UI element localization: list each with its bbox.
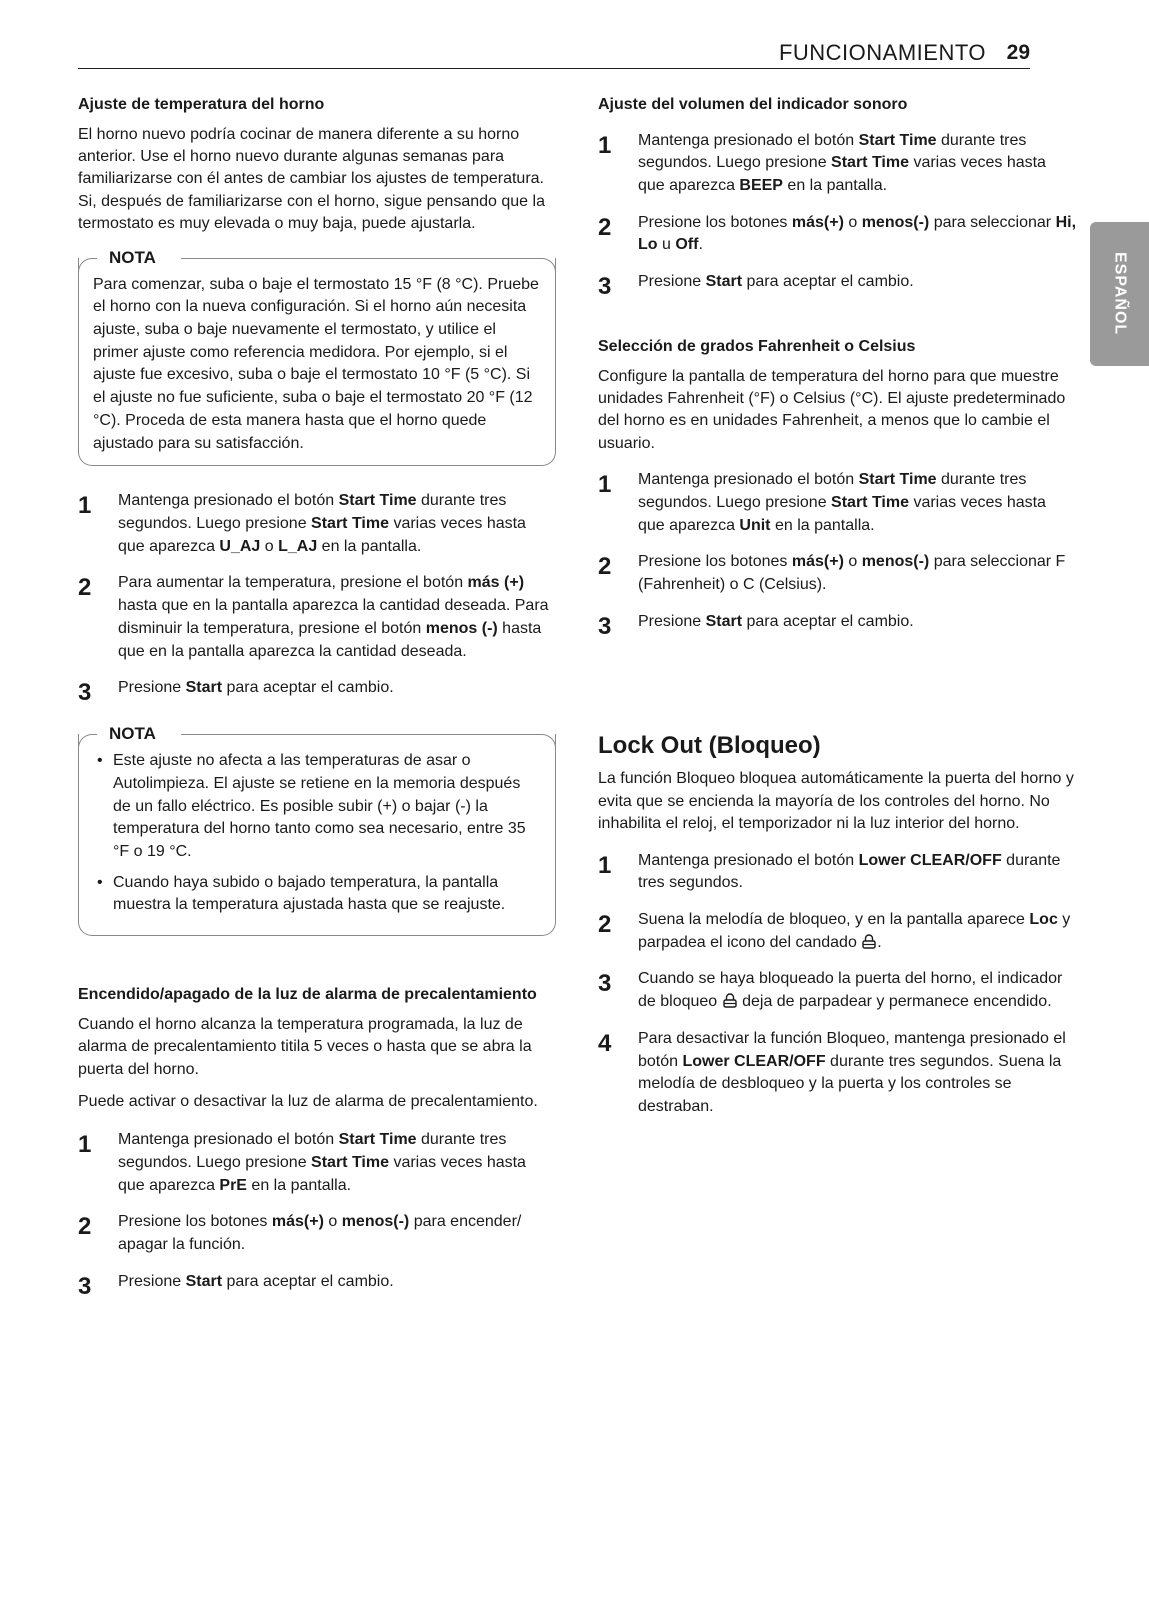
step-keyword: menos(-) [861,553,930,571]
step-text-run: Cuando se haya bloqueado la puerta del horno, el indicador de bloqueo [638,970,1063,1011]
step-keyword: Unit [739,516,771,534]
step-item [598,611,1076,642]
step-text-run: hasta que en la pantalla aparezca la cantidad deseada. [118,619,542,660]
step-text-run: Presione los botones [638,213,792,231]
step-text-run: Para aumentar la temperatura, presione el botón [118,574,468,592]
step-keyword: más(+) [791,553,844,571]
preheat-light-body-2: Puede activar o desactivar la luz de alarma de precalentamiento. [78,1092,538,1110]
step-keyword: Lower CLEAR/OFF [682,1052,826,1070]
step-text-run: durante tres segundos. Luego presione [638,131,1027,172]
step-text-run: en la pantalla. [782,177,888,195]
step-text-run: o [843,213,862,231]
step-text-run: . [877,933,882,951]
step-text-run: o [323,1213,342,1231]
step-number: 2 [78,574,92,602]
step-keyword: menos(-) [341,1213,410,1231]
note-bullets [93,750,541,917]
step-item [598,212,1076,257]
step-keyword: menos(-) [861,213,930,231]
oven-temp-steps [78,490,556,708]
step-text-run: Presione [638,273,706,291]
step-text-run: Mantenga presionado el botón [638,471,859,489]
step-text-run: deja de parpadear y permanece encendido. [737,993,1052,1011]
step-text-run: varias veces hasta que aparezca [118,515,526,555]
step-keyword: Start [705,273,743,291]
step-item [598,850,1076,895]
step-text-run: Para desactivar la función Bloqueo, mantenga presionado el botón [638,1029,1066,1070]
lock-icon [722,992,738,1008]
step-text-run: durante tres segundos. Luego presione [638,471,1027,511]
step-text-run: para aceptar el cambio. [222,679,394,697]
step-text [118,677,556,708]
preheat-light-heading: Encendido/apagado de la luz de alarma de precalentamiento [78,986,537,1004]
lockout-steps [598,850,1076,1119]
oven-temp-body: El horno nuevo podría cocinar de manera diferente a su horno anterior. Use el horno nuevo durante algunas semanas para familiarizarse con él antes de cambiar los ajustes de temperatura. Si, después de familiarizarse con el horno, sigue pensando que la termostato es muy elevada o muy baja, puede ajustarla. [78,125,545,233]
step-item [598,909,1076,954]
step-text [638,551,1076,596]
step-number: 1 [598,851,612,879]
step-text [638,469,1076,537]
step-text [118,490,556,558]
step-text-run: Mantenga presionado el botón [638,851,859,869]
step-keyword: más(+) [271,1213,324,1231]
step-keyword: Loc [1029,910,1058,928]
step-keyword: más (+) [467,574,525,592]
step-text-run: Presione [638,612,706,630]
step-item [78,1211,556,1256]
step-number: 1 [78,492,92,520]
step-keyword: Start Time [311,515,389,533]
step-keyword: más(+) [791,213,844,231]
right-column [598,94,1076,1133]
step-keyword: U_AJ [219,537,261,555]
step-text-run: o [260,537,279,555]
step-text-run: Presione los botones [638,553,792,571]
step-text-run: Mantenga presionado el botón [118,492,339,510]
step-text-run: durante tres segundos. Luego presione [118,492,507,533]
note-box [78,724,556,936]
step-text-run: durante tres segundos. Suena la melodía de desbloqueo y la puerta y los controles se destraban. [638,1052,1062,1115]
step-text-run: varias veces hasta que aparezca [638,493,1046,534]
step-item [598,551,1076,596]
step-text [118,1211,556,1256]
language-tab [1090,222,1149,366]
step-number: 2 [598,213,612,241]
note-bullet: • Cuando haya subido o bajado temperatura, la pantalla muestra la temperatura ajustada hasta que se reajuste. [113,872,541,917]
step-item [78,1129,556,1197]
preheat-light-steps [78,1129,556,1301]
step-text-run: hasta que en la pantalla aparezca la cantidad deseada. Para disminuir la temperatura, presione el botón [118,597,549,637]
lockout-body: La función Bloqueo bloquea automáticamente la puerta del horno y evita que se encienda la mayoría de los controles del horno. No inhabilita el reloj, el temporizador ni la luz interior del horno. [598,770,1074,833]
step-number: 3 [78,679,92,707]
step-keyword: PrE [219,1176,247,1194]
step-text [638,130,1076,198]
step-text [638,611,1076,642]
step-text-run: u [657,236,676,254]
step-item [598,1028,1076,1119]
step-item [78,677,556,708]
units-body: Configure la pantalla de temperatura del horno para que muestre unidades Fahrenheit (°F) o Celsius (°C). El ajuste predeterminado del horno es en unidades Fahrenheit, a menos que lo cambie el usuario. [598,367,1066,452]
step-text-run: durante tres segundos. [638,851,1061,892]
step-text-run: durante tres segundos. Luego presione [118,1131,507,1172]
step-keyword: Start [185,679,223,697]
step-number: 1 [598,131,612,159]
lock-icon [861,933,877,949]
step-item [78,572,556,663]
step-text-run: y parpadea el icono del candado [638,910,1071,951]
step-keyword: Start Time [858,131,937,149]
step-number: 1 [598,471,612,499]
step-text-run: Suena la melodía de bloqueo, y en la pantalla aparece [638,910,1030,928]
step-number: 3 [598,970,612,998]
step-keyword: Hi, Lo [638,213,1077,254]
beeper-volume-steps [598,130,1076,302]
note-box [78,247,556,467]
step-text-run: para aceptar el cambio. [742,612,914,630]
page-header [78,34,1030,69]
oven-temp-heading: Ajuste de temperatura del horno [78,96,325,113]
step-text-run: o [843,553,862,571]
step-text-run: Mantenga presionado el botón [638,131,859,149]
step-text-run: para seleccionar F (Fahrenheit) o C (Celsius). [638,553,1066,594]
step-text [118,572,556,663]
step-keyword: Lower CLEAR/OFF [858,851,1002,869]
step-text-run: Presione los botones [118,1213,272,1231]
step-number: 1 [78,1131,92,1159]
step-text [638,1028,1076,1119]
page-number: 29 [1006,41,1030,64]
step-keyword: Start Time [831,154,909,172]
step-keyword: Start Time [831,493,909,511]
step-text-run: Mantenga presionado el botón [118,1131,339,1149]
language-tab-label: ESPAÑOL [1111,252,1129,336]
step-text-run: para seleccionar [929,213,1056,231]
step-text-run: para aceptar el cambio. [742,273,914,291]
units-steps [598,469,1076,641]
step-text [638,850,1076,895]
preheat-light-body-1: Cuando el horno alcanza la temperatura programada, la luz de alarma de precalentamiento titila 5 veces o hasta que se abra la puerta del horno. [78,1015,532,1078]
step-text [638,968,1076,1013]
step-item [598,469,1076,537]
step-text-run: en la pantalla. [317,537,422,555]
step-keyword: Off [675,236,699,254]
step-item [598,130,1076,198]
step-keyword: Start Time [311,1154,389,1172]
step-text-run: para aceptar el cambio. [222,1272,394,1290]
step-number: 2 [78,1213,92,1241]
step-text [638,212,1076,257]
step-text [638,909,1076,954]
note-text: Para comenzar, suba o baje el termostato 15 °F (8 °C). Pruebe el horno con la nueva configuración. Si el horno aún necesita ajuste, suba o baje nuevamente el termostato, y utilice el primer ajuste como referencia medidora. Por ejemplo, si el ajuste fue excesivo, suba o baje el termostato 10 °F (5 °C). Si el ajuste no fue suficiente, suba o baje el termostato 20 °F (12 °C). Proceda de esta manera hasta que el horno quede ajustado para su satisfacción. [93,275,539,452]
beeper-volume-heading: Ajuste del volumen del indicador sonoro [598,96,908,113]
note-label: NOTA [103,722,162,746]
step-text [118,1129,556,1197]
step-keyword: BEEP [739,177,783,195]
step-number: 3 [598,612,612,640]
step-keyword: menos (-) [425,619,498,637]
step-number: 3 [78,1272,92,1300]
step-text [638,271,1076,302]
step-keyword: Start Time [858,471,937,489]
section-title: FUNCIONAMIENTO [778,40,986,65]
step-keyword: Start [705,612,743,630]
step-keyword: L_AJ [278,537,318,555]
step-item [598,968,1076,1013]
step-text-run: Presione [118,679,186,697]
note-bullet: • Este ajuste no afecta a las temperaturas de asar o Autolimpieza. El ajuste se retiene en la memoria después de un fallo eléctrico. Es posible subir (+) o bajar (-) la temperatura del horno tanto como sea necesario, entre 35 °F o 19 °C. [113,750,541,864]
step-text-run: en la pantalla. [246,1176,352,1194]
step-text-run: varias veces hasta que aparezca [118,1154,526,1194]
step-text-run: . [698,236,703,254]
step-text-run: Presione [118,1272,186,1290]
step-item [598,271,1076,302]
step-number: 4 [598,1029,612,1057]
step-keyword: Start [185,1272,223,1290]
step-text-run: en la pantalla. [770,516,875,534]
note-label: NOTA [103,246,162,270]
step-number: 3 [598,273,612,301]
step-text [118,1271,556,1302]
step-number: 2 [598,910,612,938]
step-text-run: para encender/ apagar la función. [118,1213,522,1254]
step-item [78,1271,556,1302]
step-number: 2 [598,553,612,581]
left-column [78,94,556,1316]
step-text-run: varias veces hasta que aparezca [638,154,1046,195]
units-heading: Selección de grados Fahrenheit o Celsius [598,337,916,355]
lockout-heading: Lock Out (Bloqueo) [598,731,821,759]
step-keyword: Start Time [338,1131,417,1149]
step-keyword: Start Time [338,492,417,510]
step-item [78,490,556,558]
